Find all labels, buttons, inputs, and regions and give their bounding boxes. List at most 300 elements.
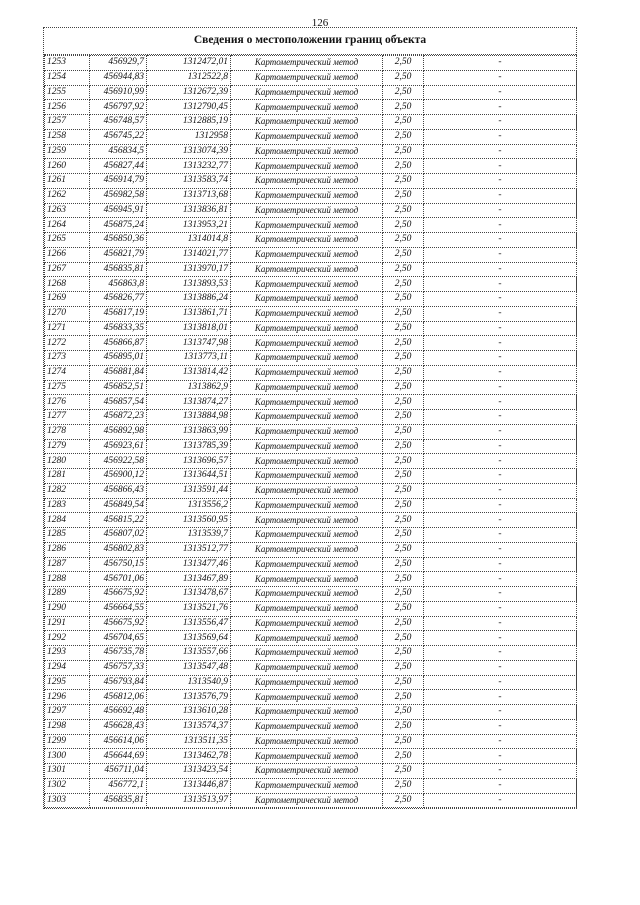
y-coordinate-cell: 1313467,89 [147, 572, 231, 587]
y-coordinate-cell: 1313540,9 [147, 675, 231, 690]
point-number-cell: 1293 [45, 646, 90, 661]
x-coordinate-cell: 456910,99 [90, 85, 147, 100]
point-number-cell: 1264 [45, 218, 90, 233]
table-row [45, 233, 577, 248]
point-number-cell: 1266 [45, 247, 90, 262]
table-row [45, 528, 577, 543]
accuracy-cell: 2,50 [383, 749, 424, 764]
point-number-cell: 1276 [45, 395, 90, 410]
y-coordinate-cell: 1313970,17 [147, 262, 231, 277]
table-row [45, 100, 577, 115]
description-cell: - [424, 616, 577, 631]
x-coordinate-cell: 456881,84 [90, 365, 147, 380]
y-coordinate-cell: 1313547,48 [147, 660, 231, 675]
description-cell: - [424, 365, 577, 380]
accuracy-cell: 2,50 [383, 395, 424, 410]
x-coordinate-cell: 456675,92 [90, 587, 147, 602]
point-number-cell: 1302 [45, 778, 90, 793]
y-coordinate-cell: 1313874,27 [147, 395, 231, 410]
y-coordinate-cell: 1313569,64 [147, 631, 231, 646]
x-coordinate-cell: 456745,22 [90, 129, 147, 144]
point-number-cell: 1259 [45, 144, 90, 159]
point-number-cell: 1298 [45, 719, 90, 734]
description-cell: - [424, 292, 577, 307]
description-cell: - [424, 557, 577, 572]
method-cell: Картометрический метод [231, 56, 383, 71]
point-number-cell: 1277 [45, 410, 90, 425]
x-coordinate-cell: 456945,91 [90, 203, 147, 218]
method-cell: Картометрический метод [231, 144, 383, 159]
table-row [45, 557, 577, 572]
method-cell: Картометрический метод [231, 454, 383, 469]
accuracy-cell: 2,50 [383, 218, 424, 233]
method-cell: Картометрический метод [231, 424, 383, 439]
table-row [45, 129, 577, 144]
accuracy-cell: 2,50 [383, 528, 424, 543]
method-cell: Картометрический метод [231, 601, 383, 616]
accuracy-cell: 2,50 [383, 572, 424, 587]
point-number-cell: 1292 [45, 631, 90, 646]
description-cell: - [424, 115, 577, 130]
y-coordinate-cell: 1313477,46 [147, 557, 231, 572]
method-cell: Картометрический метод [231, 542, 383, 557]
method-cell: Картометрический метод [231, 778, 383, 793]
accuracy-cell: 2,50 [383, 616, 424, 631]
description-cell: - [424, 690, 577, 705]
accuracy-cell: 2,50 [383, 793, 424, 808]
method-cell: Картометрический метод [231, 233, 383, 248]
method-cell: Картометрический метод [231, 277, 383, 292]
description-cell: - [424, 262, 577, 277]
table-row [45, 601, 577, 616]
accuracy-cell: 2,50 [383, 380, 424, 395]
point-number-cell: 1301 [45, 764, 90, 779]
description-cell: - [424, 188, 577, 203]
description-cell: - [424, 277, 577, 292]
x-coordinate-cell: 456982,58 [90, 188, 147, 203]
x-coordinate-cell: 456692,48 [90, 705, 147, 720]
accuracy-cell: 2,50 [383, 660, 424, 675]
point-number-cell: 1271 [45, 321, 90, 336]
method-cell: Картометрический метод [231, 690, 383, 705]
table-row [45, 616, 577, 631]
accuracy-cell: 2,50 [383, 513, 424, 528]
description-cell: - [424, 85, 577, 100]
accuracy-cell: 2,50 [383, 778, 424, 793]
point-number-cell: 1261 [45, 174, 90, 189]
method-cell: Картометрический метод [231, 306, 383, 321]
point-number-cell: 1267 [45, 262, 90, 277]
description-cell: - [424, 764, 577, 779]
accuracy-cell: 2,50 [383, 292, 424, 307]
accuracy-cell: 2,50 [383, 424, 424, 439]
point-number-cell: 1275 [45, 380, 90, 395]
x-coordinate-cell: 456748,57 [90, 115, 147, 130]
y-coordinate-cell: 1313511,35 [147, 734, 231, 749]
y-coordinate-cell: 1313583,74 [147, 174, 231, 189]
y-coordinate-cell: 1313462,78 [147, 749, 231, 764]
table-row [45, 690, 577, 705]
y-coordinate-cell: 1313446,87 [147, 778, 231, 793]
y-coordinate-cell: 1313556,2 [147, 498, 231, 513]
y-coordinate-cell: 1313861,71 [147, 306, 231, 321]
description-cell: - [424, 601, 577, 616]
point-number-cell: 1256 [45, 100, 90, 115]
boundary-table-sheet [43, 27, 577, 809]
method-cell: Картометрический метод [231, 616, 383, 631]
y-coordinate-cell: 1314021,77 [147, 247, 231, 262]
description-cell: - [424, 410, 577, 425]
x-coordinate-cell: 456892,98 [90, 424, 147, 439]
y-coordinate-cell: 1313953,21 [147, 218, 231, 233]
table-row [45, 380, 577, 395]
accuracy-cell: 2,50 [383, 705, 424, 720]
method-cell: Картометрический метод [231, 70, 383, 85]
method-cell: Картометрический метод [231, 483, 383, 498]
accuracy-cell: 2,50 [383, 351, 424, 366]
method-cell: Картометрический метод [231, 498, 383, 513]
table-row [45, 395, 577, 410]
x-coordinate-cell: 456872,23 [90, 410, 147, 425]
table-row [45, 572, 577, 587]
accuracy-cell: 2,50 [383, 734, 424, 749]
description-cell: - [424, 321, 577, 336]
description-cell: - [424, 660, 577, 675]
accuracy-cell: 2,50 [383, 764, 424, 779]
x-coordinate-cell: 456802,83 [90, 542, 147, 557]
table-row [45, 483, 577, 498]
point-number-cell: 1278 [45, 424, 90, 439]
x-coordinate-cell: 456857,54 [90, 395, 147, 410]
x-coordinate-cell: 456750,15 [90, 557, 147, 572]
table-row [45, 469, 577, 484]
description-cell: - [424, 233, 577, 248]
table-row [45, 292, 577, 307]
table-row [45, 587, 577, 602]
x-coordinate-cell: 456614,06 [90, 734, 147, 749]
accuracy-cell: 2,50 [383, 410, 424, 425]
y-coordinate-cell: 1312885,19 [147, 115, 231, 130]
description-cell: - [424, 454, 577, 469]
description-cell: - [424, 439, 577, 454]
y-coordinate-cell: 1313893,53 [147, 277, 231, 292]
description-cell: - [424, 646, 577, 661]
method-cell: Картометрический метод [231, 336, 383, 351]
y-coordinate-cell: 1313696,57 [147, 454, 231, 469]
method-cell: Картометрический метод [231, 218, 383, 233]
y-coordinate-cell: 1313512,77 [147, 542, 231, 557]
accuracy-cell: 2,50 [383, 646, 424, 661]
x-coordinate-cell: 456664,55 [90, 601, 147, 616]
table-row [45, 631, 577, 646]
point-number-cell: 1283 [45, 498, 90, 513]
y-coordinate-cell: 1313818,01 [147, 321, 231, 336]
y-coordinate-cell: 1313836,81 [147, 203, 231, 218]
accuracy-cell: 2,50 [383, 365, 424, 380]
description-cell: - [424, 129, 577, 144]
y-coordinate-cell: 1313886,24 [147, 292, 231, 307]
x-coordinate-cell: 456895,01 [90, 351, 147, 366]
x-coordinate-cell: 456704,65 [90, 631, 147, 646]
point-number-cell: 1257 [45, 115, 90, 130]
accuracy-cell: 2,50 [383, 159, 424, 174]
x-coordinate-cell: 456833,35 [90, 321, 147, 336]
x-coordinate-cell: 456628,43 [90, 719, 147, 734]
description-cell: - [424, 395, 577, 410]
method-cell: Картометрический метод [231, 365, 383, 380]
y-coordinate-cell: 1313513,97 [147, 793, 231, 808]
method-cell: Картометрический метод [231, 159, 383, 174]
point-number-cell: 1296 [45, 690, 90, 705]
x-coordinate-cell: 456644,69 [90, 749, 147, 764]
accuracy-cell: 2,50 [383, 690, 424, 705]
y-coordinate-cell: 1313591,44 [147, 483, 231, 498]
point-number-cell: 1288 [45, 572, 90, 587]
method-cell: Картометрический метод [231, 85, 383, 100]
description-cell: - [424, 70, 577, 85]
description-cell: - [424, 749, 577, 764]
description-cell: - [424, 306, 577, 321]
accuracy-cell: 2,50 [383, 587, 424, 602]
description-cell: - [424, 424, 577, 439]
table-row [45, 218, 577, 233]
table-row [45, 439, 577, 454]
point-number-cell: 1299 [45, 734, 90, 749]
x-coordinate-cell: 456866,43 [90, 483, 147, 498]
table-row [45, 749, 577, 764]
method-cell: Картометрический метод [231, 469, 383, 484]
table-row [45, 277, 577, 292]
accuracy-cell: 2,50 [383, 454, 424, 469]
x-coordinate-cell: 456866,87 [90, 336, 147, 351]
point-number-cell: 1281 [45, 469, 90, 484]
x-coordinate-cell: 456812,06 [90, 690, 147, 705]
accuracy-cell: 2,50 [383, 439, 424, 454]
accuracy-cell: 2,50 [383, 85, 424, 100]
x-coordinate-cell: 456757,33 [90, 660, 147, 675]
method-cell: Картометрический метод [231, 380, 383, 395]
table-row [45, 646, 577, 661]
table-row [45, 70, 577, 85]
table-row [45, 351, 577, 366]
method-cell: Картометрический метод [231, 439, 383, 454]
method-cell: Картометрический метод [231, 129, 383, 144]
method-cell: Картометрический метод [231, 100, 383, 115]
table-row [45, 498, 577, 513]
x-coordinate-cell: 456834,5 [90, 144, 147, 159]
x-coordinate-cell: 456826,77 [90, 292, 147, 307]
x-coordinate-cell: 456675,92 [90, 616, 147, 631]
accuracy-cell: 2,50 [383, 233, 424, 248]
description-cell: - [424, 793, 577, 808]
point-number-cell: 1254 [45, 70, 90, 85]
y-coordinate-cell: 1313773,11 [147, 351, 231, 366]
y-coordinate-cell: 1313610,28 [147, 705, 231, 720]
accuracy-cell: 2,50 [383, 262, 424, 277]
point-number-cell: 1282 [45, 483, 90, 498]
y-coordinate-cell: 1312522,8 [147, 70, 231, 85]
x-coordinate-cell: 456835,81 [90, 262, 147, 277]
table-row [45, 734, 577, 749]
y-coordinate-cell: 1313478,67 [147, 587, 231, 602]
accuracy-cell: 2,50 [383, 601, 424, 616]
table-row [45, 336, 577, 351]
description-cell: - [424, 542, 577, 557]
x-coordinate-cell: 456944,83 [90, 70, 147, 85]
point-number-cell: 1258 [45, 129, 90, 144]
y-coordinate-cell: 1313574,37 [147, 719, 231, 734]
y-coordinate-cell: 1312958 [147, 129, 231, 144]
method-cell: Картометрический метод [231, 203, 383, 218]
method-cell: Картометрический метод [231, 262, 383, 277]
method-cell: Картометрический метод [231, 793, 383, 808]
y-coordinate-cell: 1312790,45 [147, 100, 231, 115]
x-coordinate-cell: 456914,79 [90, 174, 147, 189]
y-coordinate-cell: 1313884,98 [147, 410, 231, 425]
point-number-cell: 1268 [45, 277, 90, 292]
method-cell: Картометрический метод [231, 764, 383, 779]
table-row [45, 424, 577, 439]
accuracy-cell: 2,50 [383, 174, 424, 189]
y-coordinate-cell: 1312472,01 [147, 56, 231, 71]
x-coordinate-cell: 456711,04 [90, 764, 147, 779]
table-row [45, 203, 577, 218]
point-number-cell: 1263 [45, 203, 90, 218]
method-cell: Картометрический метод [231, 719, 383, 734]
x-coordinate-cell: 456735,78 [90, 646, 147, 661]
table-row [45, 764, 577, 779]
y-coordinate-cell: 1313862,9 [147, 380, 231, 395]
table-row [45, 306, 577, 321]
table-row [45, 365, 577, 380]
y-coordinate-cell: 1313644,51 [147, 469, 231, 484]
method-cell: Картометрический метод [231, 557, 383, 572]
y-coordinate-cell: 1313576,79 [147, 690, 231, 705]
x-coordinate-cell: 456793,84 [90, 675, 147, 690]
accuracy-cell: 2,50 [383, 306, 424, 321]
x-coordinate-cell: 456827,44 [90, 159, 147, 174]
table-row [45, 410, 577, 425]
accuracy-cell: 2,50 [383, 483, 424, 498]
x-coordinate-cell: 456797,92 [90, 100, 147, 115]
accuracy-cell: 2,50 [383, 631, 424, 646]
table-row [45, 705, 577, 720]
method-cell: Картометрический метод [231, 351, 383, 366]
coordinates-table [44, 55, 577, 808]
point-number-cell: 1265 [45, 233, 90, 248]
accuracy-cell: 2,50 [383, 115, 424, 130]
x-coordinate-cell: 456701,06 [90, 572, 147, 587]
description-cell: - [424, 572, 577, 587]
x-coordinate-cell: 456772,1 [90, 778, 147, 793]
point-number-cell: 1300 [45, 749, 90, 764]
y-coordinate-cell: 1314014,8 [147, 233, 231, 248]
method-cell: Картометрический метод [231, 292, 383, 307]
accuracy-cell: 2,50 [383, 129, 424, 144]
point-number-cell: 1295 [45, 675, 90, 690]
table-row [45, 321, 577, 336]
page-number: 126 [311, 17, 329, 29]
coordinates-table-body [45, 56, 577, 808]
method-cell: Картометрический метод [231, 660, 383, 675]
point-number-cell: 1280 [45, 454, 90, 469]
description-cell: - [424, 675, 577, 690]
accuracy-cell: 2,50 [383, 144, 424, 159]
description-cell: - [424, 351, 577, 366]
accuracy-cell: 2,50 [383, 70, 424, 85]
description-cell: - [424, 778, 577, 793]
table-row [45, 159, 577, 174]
table-row [45, 188, 577, 203]
table-row [45, 247, 577, 262]
y-coordinate-cell: 1313232,77 [147, 159, 231, 174]
point-number-cell: 1272 [45, 336, 90, 351]
point-number-cell: 1253 [45, 56, 90, 71]
y-coordinate-cell: 1313423,54 [147, 764, 231, 779]
method-cell: Картометрический метод [231, 587, 383, 602]
x-coordinate-cell: 456815,22 [90, 513, 147, 528]
point-number-cell: 1287 [45, 557, 90, 572]
x-coordinate-cell: 456863,8 [90, 277, 147, 292]
x-coordinate-cell: 456835,81 [90, 793, 147, 808]
point-number-cell: 1269 [45, 292, 90, 307]
point-number-cell: 1297 [45, 705, 90, 720]
description-cell: - [424, 174, 577, 189]
method-cell: Картометрический метод [231, 705, 383, 720]
accuracy-cell: 2,50 [383, 557, 424, 572]
y-coordinate-cell: 1313521,76 [147, 601, 231, 616]
x-coordinate-cell: 456821,79 [90, 247, 147, 262]
description-cell: - [424, 100, 577, 115]
point-number-cell: 1286 [45, 542, 90, 557]
method-cell: Картометрический метод [231, 410, 383, 425]
x-coordinate-cell: 456807,02 [90, 528, 147, 543]
y-coordinate-cell: 1313713,68 [147, 188, 231, 203]
description-cell: - [424, 631, 577, 646]
description-cell: - [424, 469, 577, 484]
point-number-cell: 1274 [45, 365, 90, 380]
table-row [45, 454, 577, 469]
table-row [45, 542, 577, 557]
table-title: Сведения о местоположении границ объекта [44, 28, 576, 55]
accuracy-cell: 2,50 [383, 719, 424, 734]
accuracy-cell: 2,50 [383, 336, 424, 351]
method-cell: Картометрический метод [231, 675, 383, 690]
point-number-cell: 1273 [45, 351, 90, 366]
point-number-cell: 1289 [45, 587, 90, 602]
point-number-cell: 1294 [45, 660, 90, 675]
point-number-cell: 1303 [45, 793, 90, 808]
description-cell: - [424, 498, 577, 513]
accuracy-cell: 2,50 [383, 188, 424, 203]
y-coordinate-cell: 1313814,42 [147, 365, 231, 380]
x-coordinate-cell: 456929,7 [90, 56, 147, 71]
table-row [45, 793, 577, 808]
description-cell: - [424, 218, 577, 233]
x-coordinate-cell: 456849,54 [90, 498, 147, 513]
table-row [45, 115, 577, 130]
method-cell: Картометрический метод [231, 188, 383, 203]
y-coordinate-cell: 1313747,98 [147, 336, 231, 351]
table-row [45, 660, 577, 675]
description-cell: - [424, 528, 577, 543]
y-coordinate-cell: 1312672,39 [147, 85, 231, 100]
table-row [45, 719, 577, 734]
x-coordinate-cell: 456922,58 [90, 454, 147, 469]
point-number-cell: 1291 [45, 616, 90, 631]
y-coordinate-cell: 1313074,39 [147, 144, 231, 159]
description-cell: - [424, 56, 577, 71]
